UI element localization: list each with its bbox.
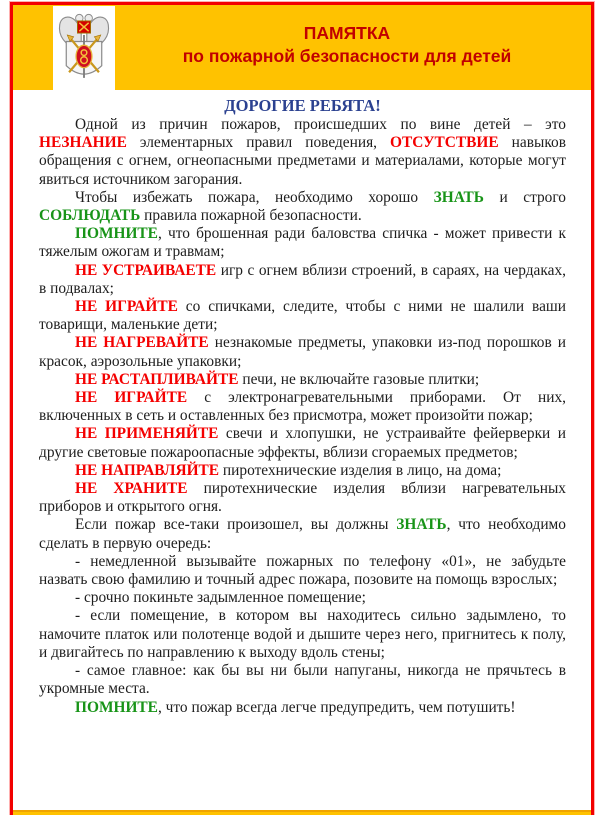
paragraph	[39, 480, 566, 516]
memo-body	[13, 90, 591, 815]
text-segment: правила пожарной безопасности.	[140, 207, 362, 225]
paragraph	[39, 225, 566, 261]
memo-sheet	[10, 2, 594, 815]
text-segment: с электронагревательными приборами. От них, включенных в сеть и оставленных без присмотра, может произойти пожар;	[39, 389, 566, 425]
keyword-red: НЕ РАСТАПЛИВАЙТЕ	[75, 370, 239, 388]
paragraph	[39, 189, 566, 225]
paragraph	[39, 116, 566, 189]
paragraph	[39, 262, 566, 298]
fire-service-emblem-icon	[56, 9, 112, 87]
paragraph	[39, 462, 566, 480]
text-segment: - немедленной вызывайте пожарных по телефону «01», не забудьте назвать свою фамилию и точный адрес пожара, позовите на помощь взрослых;	[39, 552, 566, 589]
paragraph	[39, 298, 566, 334]
emblem-box	[53, 6, 115, 90]
paragraph	[39, 699, 566, 717]
paragraph	[39, 425, 566, 461]
keyword-green: ПОМНИТЕ	[75, 225, 158, 243]
keyword-red: НЕ ИГРАЙТЕ	[75, 389, 188, 407]
text-segment: Одной из причин пожаров, происшедших по вине детей – это	[75, 116, 566, 133]
text-segment: , что брошенная ради баловства спичка - может привести к тяжелым ожогам и травмам;	[39, 225, 566, 261]
text-segment: , что пожар всегда легче предупредить, чем потушить!	[157, 698, 516, 716]
memo-title: ПАМЯТКА	[303, 23, 391, 43]
text-segment: и строго	[483, 188, 566, 206]
text-segment: , что необходимо сделать в первую очередь:	[39, 516, 566, 552]
paragraph	[39, 389, 566, 425]
text-segment: элементарных правил поведения,	[126, 134, 391, 152]
keyword-green: СОБЛЮДАТЬ	[39, 207, 141, 225]
memo-header	[13, 5, 591, 90]
text-segment: - срочно покиньте задымленное помещение;	[75, 589, 366, 607]
paragraph	[39, 607, 566, 662]
keyword-red: НЕ НАПРАВЛЯЙТЕ	[75, 461, 220, 479]
keyword-red: НЕ ИГРАЙТЕ	[75, 298, 178, 316]
text-segment: - самое главное: как бы вы ни были напуганы, никогда не прячьтесь в укромные места.	[39, 662, 566, 698]
paragraph	[39, 371, 566, 389]
keyword-green: ЗНАТЬ	[433, 188, 484, 206]
keyword-green: ПОМНИТЕ	[75, 698, 158, 716]
text-segment: - если помещение, в котором вы находитесь сильно задымлено, то намочите платок или полотенце водой и дышите через него, пригнитесь к полу, и двигайтесь по направлению к выходу вдоль стены;	[39, 607, 566, 661]
text-segment: со спичками, следите, чтобы с ними не шалили ваши товарищи, маленькие дети;	[39, 298, 566, 334]
paragraph	[39, 662, 566, 698]
keyword-red: ОТСУТСТВИЕ	[390, 134, 499, 152]
keyword-green: ЗНАТЬ	[396, 516, 447, 534]
salutation-heading: ДОРОГИЕ РЕБЯТА!	[224, 96, 381, 115]
text-segment: пиротехнические изделия вблизи нагревательных приборов и открытого огня.	[39, 480, 567, 516]
paragraph	[39, 516, 566, 552]
text-segment: печи, не включайте газовые плитки;	[238, 370, 480, 388]
keyword-red: НЕ ХРАНИТЕ	[75, 480, 188, 498]
text-segment: игр с огнем вблизи строений, в сараях, на чердаках, в подвалах;	[39, 261, 566, 297]
text-segment: навыков обращения с огнем, огнеопасными предметами и материалами, которые могут явиться источником загорания.	[39, 134, 566, 188]
paragraph	[39, 589, 566, 607]
paragraph-list	[39, 116, 566, 717]
paragraph	[39, 553, 566, 589]
keyword-red: НЕЗНАНИЕ	[39, 134, 127, 152]
keyword-red: НЕ ПРИМЕНЯЙТЕ	[75, 425, 219, 443]
footer-strip	[13, 810, 591, 815]
text-segment: пиротехнические изделия в лицо, на дома;	[219, 461, 502, 479]
memo-subtitle: по пожарной безопасности для детей	[182, 46, 512, 66]
header-titles	[108, 22, 586, 68]
text-segment: Чтобы избежать пожара, необходимо хорошо	[75, 188, 434, 206]
text-segment: незнакомые предметы, упаковки из-под порошков и красок, аэрозольные упаковки;	[39, 334, 566, 370]
keyword-red: НЕ УСТРАИВАЕТЕ	[75, 261, 217, 279]
text-segment: Если пожар все-таки произошел, вы должны	[75, 516, 397, 534]
text-segment: свечи и хлопушки, не устраивайте фейерверки и другие световые пожароопасные эффекты, вблизи сгораемых предметов;	[39, 425, 566, 461]
paragraph	[39, 334, 566, 370]
keyword-red: НЕ НАГРЕВАЙТЕ	[75, 334, 209, 352]
